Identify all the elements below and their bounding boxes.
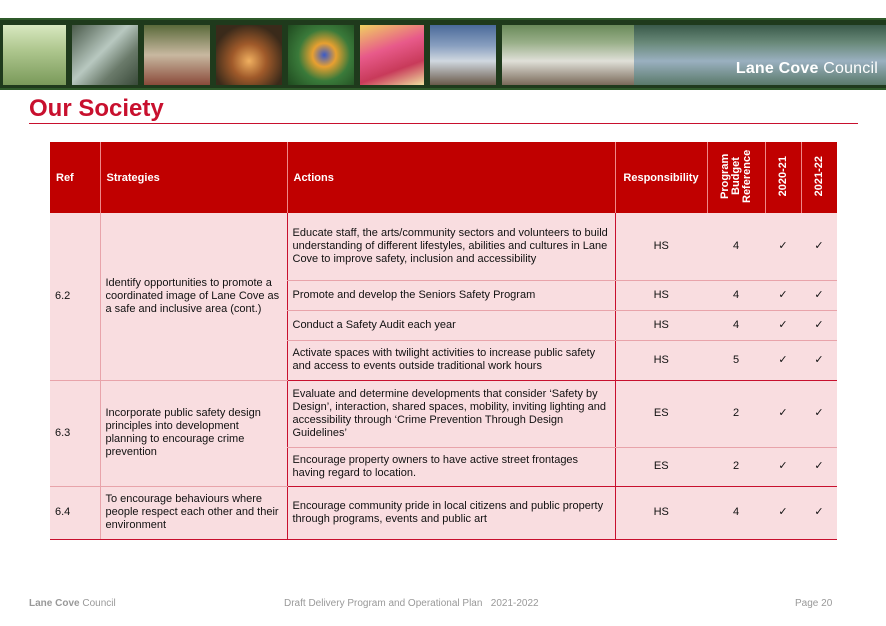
header-budget: Program Budget Reference — [718, 149, 753, 203]
table-row — [50, 213, 837, 280]
footer-brand — [29, 598, 116, 609]
year2-check: ✓ — [801, 280, 837, 310]
year2-check: ✓ — [801, 447, 837, 486]
performer-photo — [360, 25, 424, 85]
strategy-cell: To encourage behaviours where people respect each other and their environment — [100, 486, 287, 539]
footer-document-title: Draft Delivery Program and Operational Plan 2021-2022 — [284, 598, 539, 609]
responsibility-cell: HS — [615, 486, 707, 539]
header-year1: 2020-21 — [776, 155, 789, 197]
action-cell: Encourage property owners to have active street frontages having regard to location. — [287, 447, 615, 486]
action-cell: Promote and develop the Seniors Safety Program — [287, 280, 615, 310]
footer-brand-light: Council — [82, 598, 116, 609]
year2-check: ✓ — [801, 486, 837, 539]
header-year1-cell — [765, 142, 801, 213]
year1-check: ✓ — [765, 213, 801, 280]
footer-page-number: Page 20 — [795, 598, 833, 609]
responsibility-cell: HS — [615, 310, 707, 340]
year2-check: ✓ — [801, 310, 837, 340]
footer-brand-bold: Lane Cove — [29, 598, 80, 609]
action-cell: Conduct a Safety Audit each year — [287, 310, 615, 340]
year1-check: ✓ — [765, 310, 801, 340]
title-divider — [29, 123, 858, 124]
header-year2: 2021-22 — [812, 155, 825, 197]
year1-check: ✓ — [765, 340, 801, 380]
action-cell: Evaluate and determine developments that consider ‘Safety by Design’, interaction, shared spaces, mobility, inviting lighting and accessibility through ‘Crime Prevention Through Design Guidelines’ — [287, 380, 615, 447]
budget-cell: 2 — [707, 447, 765, 486]
strategy-cell: Identify opportunities to promote a coordinated image of Lane Cove as a safe and inclusive area (cont.) — [100, 213, 287, 380]
header-actions: Actions — [287, 142, 615, 213]
budget-cell: 4 — [707, 213, 765, 280]
brand-logo-text — [736, 60, 878, 78]
market-night-photo — [216, 25, 282, 85]
year1-check: ✓ — [765, 380, 801, 447]
parrot-photo — [288, 25, 354, 85]
dancers-photo — [144, 25, 210, 85]
ref-cell: 6.2 — [50, 213, 100, 380]
society-plan-table — [50, 142, 837, 540]
year2-check: ✓ — [801, 340, 837, 380]
action-cell: Activate spaces with twilight activities to increase public safety and access to events outside traditional work hours — [287, 340, 615, 380]
table-header-row — [50, 142, 837, 213]
year2-check: ✓ — [801, 213, 837, 280]
budget-cell: 4 — [707, 310, 765, 340]
ref-cell: 6.3 — [50, 380, 100, 486]
plaza-photo — [502, 25, 634, 85]
responsibility-cell: HS — [615, 340, 707, 380]
responsibility-cell: ES — [615, 447, 707, 486]
year1-check: ✓ — [765, 447, 801, 486]
building-photo — [430, 25, 496, 85]
budget-cell: 4 — [707, 280, 765, 310]
year2-check: ✓ — [801, 380, 837, 447]
action-cell: Encourage community pride in local citizens and public property through programs, events and public art — [287, 486, 615, 539]
responsibility-cell: HS — [615, 213, 707, 280]
header-responsibility: Responsibility — [615, 142, 707, 213]
year1-check: ✓ — [765, 280, 801, 310]
header-year2-cell — [801, 142, 837, 213]
year1-check: ✓ — [765, 486, 801, 539]
budget-cell: 2 — [707, 380, 765, 447]
budget-cell: 5 — [707, 340, 765, 380]
page-title: Our Society — [29, 95, 164, 122]
table-row — [50, 380, 837, 447]
header-banner — [0, 18, 886, 90]
table-row — [50, 486, 837, 539]
brand-bold: Lane Cove — [735, 60, 819, 77]
brand-light: Council — [823, 60, 878, 77]
ref-cell: 6.4 — [50, 486, 100, 539]
golf-course-photo — [3, 25, 66, 85]
budget-cell: 4 — [707, 486, 765, 539]
responsibility-cell: HS — [615, 280, 707, 310]
waterfall-photo — [72, 25, 138, 85]
strategy-cell: Incorporate public safety design principles into development planning to encourage crime prevention — [100, 380, 287, 486]
responsibility-cell: ES — [615, 380, 707, 447]
header-budget-cell — [707, 142, 765, 213]
header-strategies: Strategies — [100, 142, 287, 213]
header-ref: Ref — [50, 142, 100, 213]
action-cell: Educate staff, the arts/community sectors and volunteers to build understanding of different lifestyles, abilities and cultures in Lane Cove to improve safety, inclusion and accessibility — [287, 213, 615, 280]
